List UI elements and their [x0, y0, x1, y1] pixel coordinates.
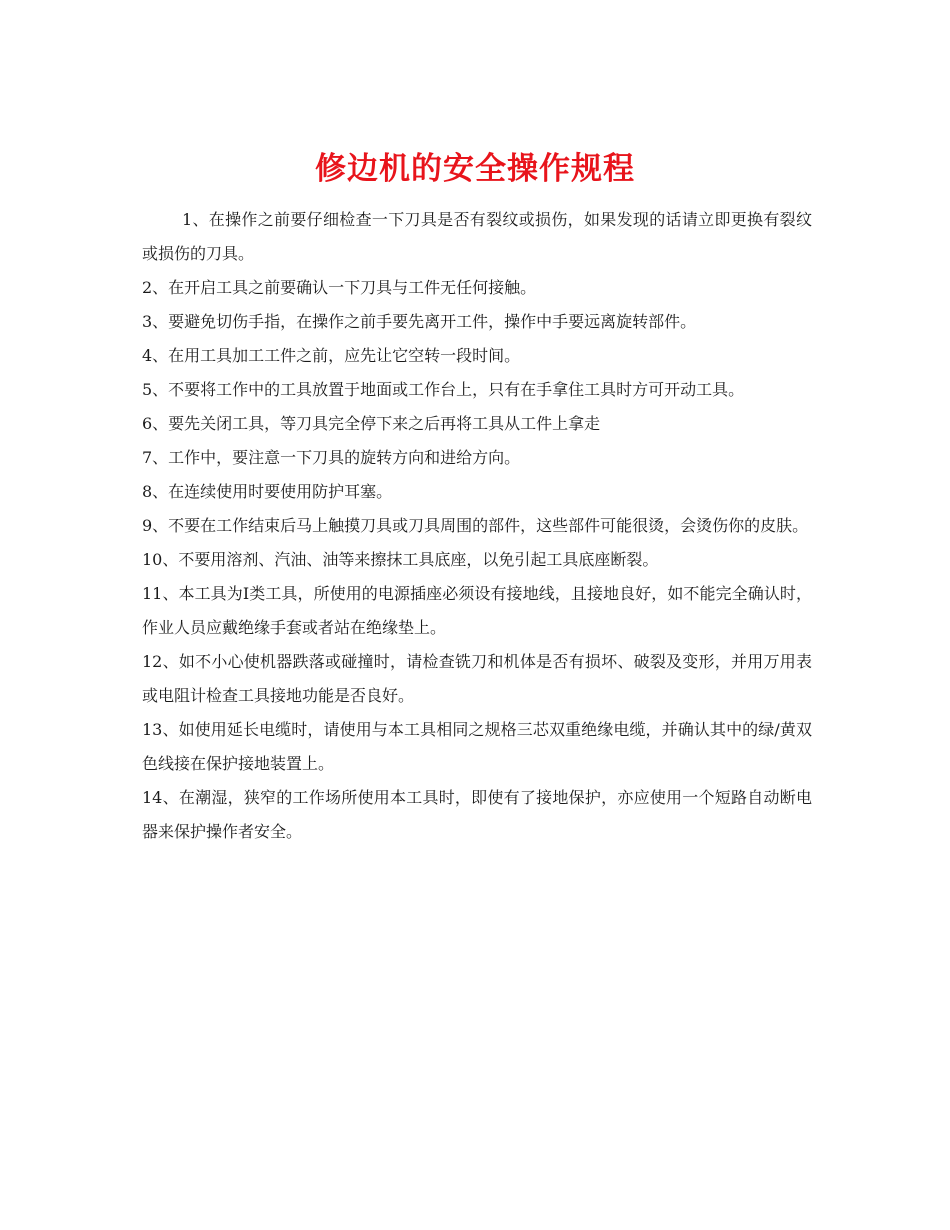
- rule-item-3: 3、要避免切伤手指，在操作之前手要先离开工件，操作中手要远离旋转部件。: [142, 312, 697, 331]
- rule-item-11: 11、本工具为Ⅰ类工具，所使用的电源插座必须设有接地线，且接地良好，如不能完全确认时，作业人员应戴绝缘手套或者站在绝缘垫上。: [142, 584, 812, 637]
- rule-item-5: 5、不要将工作中的工具放置于地面或工作台上，只有在手拿住工具时方可开动工具。: [142, 380, 745, 399]
- rule-item-1: 1、在操作之前要仔细检查一下刀具是否有裂纹或损伤，如果发现的话请立即更换有裂纹或损伤的刀具。: [142, 210, 812, 263]
- document-title: 修边机的安全操作规程: [315, 150, 635, 187]
- rule-item-4: 4、在用工具加工工件之前，应先让它空转一段时间。: [142, 346, 521, 365]
- document-body: [142, 203, 812, 849]
- rule-item-14: 14、在潮湿，狭窄的工作场所使用本工具时，即使有了接地保护，亦应使用一个短路自动断电器来保护操作者安全。: [142, 788, 812, 841]
- rule-item-13: 13、如使用延长电缆时，请使用与本工具相同之规格三芯双重绝缘电缆，并确认其中的绿/黄双色线接在保护接地装置上。: [142, 720, 812, 773]
- rule-item-8: 8、在连续使用时要使用防护耳塞。: [142, 482, 393, 501]
- rule-item-12: 12、如不小心使机器跌落或碰撞时，请检查铣刀和机体是否有损坏、破裂及变形，并用万用表或电阻计检查工具接地功能是否良好。: [142, 652, 812, 705]
- rule-item-9: 9、不要在工作结束后马上触摸刀具或刀具周围的部件，这些部件可能很烫，会烫伤你的皮肤。: [142, 516, 809, 535]
- rule-item-7: 7、工作中，要注意一下刀具的旋转方向和进给方向。: [142, 448, 521, 467]
- rule-item-6: 6、要先关闭工具，等刀具完全停下来之后再将工具从工件上拿走: [142, 414, 601, 433]
- rule-item-2: 2、在开启工具之前要确认一下刀具与工件无任何接触。: [142, 278, 537, 297]
- rule-item-10: 10、不要用溶剂、汽油、油等来擦抹工具底座，以免引起工具底座断裂。: [142, 550, 659, 569]
